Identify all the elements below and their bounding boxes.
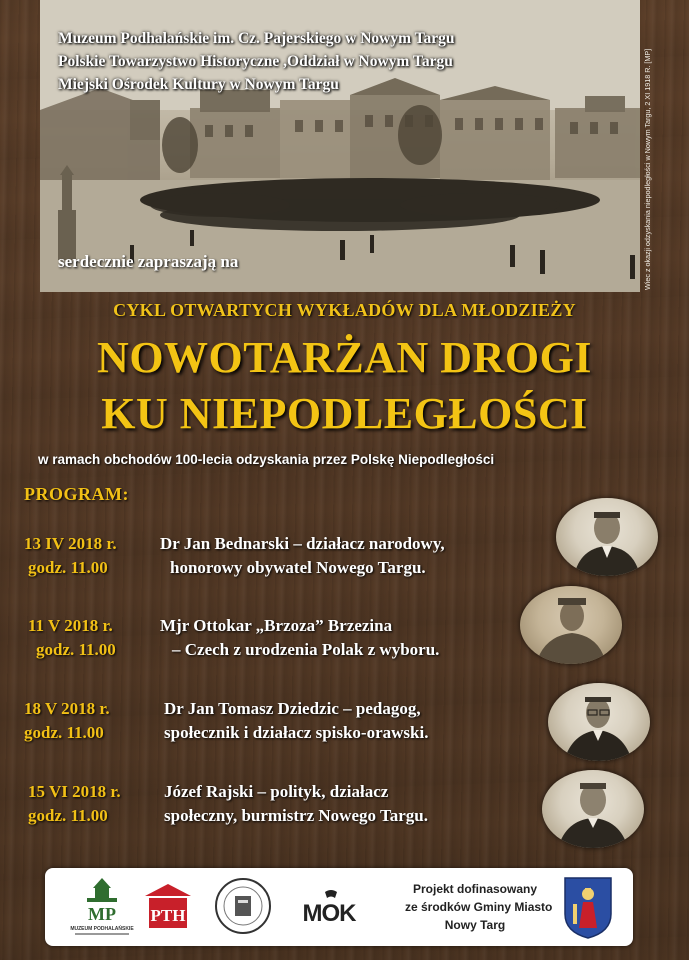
lecture-line1: Dr Jan Tomasz Dziedzic – pedagog, bbox=[164, 699, 421, 718]
header-line-pth: Polskie Towarzystwo Historyczne ,Oddział w Nowym Targu bbox=[58, 53, 453, 70]
mok-logo-letters: MOK bbox=[302, 900, 356, 927]
lecture-line2: społeczny, burmistrz Nowego Targu. bbox=[164, 806, 428, 825]
series-heading: CYKL OTWARTYCH WYKŁADÓW DLA MŁODZIEŻY bbox=[113, 300, 576, 320]
lecture-date: 11 V 2018 r. bbox=[28, 616, 113, 635]
mp-logo-name: MUZEUM PODHALAŃSKIE bbox=[70, 926, 134, 932]
lecture-time: godz. 11.00 bbox=[24, 723, 104, 742]
main-title-line1: NOWOTARŻAN DROGI bbox=[97, 333, 592, 382]
invite-text: serdecznie zapraszają na bbox=[58, 252, 239, 271]
main-title-line2: KU NIEPODLEGŁOŚCI bbox=[101, 389, 588, 438]
photo-caption: Wiec z okazji odzyskania niepodległości w Nowym Targu, 2 XI 1918 R. [MP] bbox=[643, 48, 652, 290]
sponsor-line: Projekt dofinasowany bbox=[412, 882, 538, 896]
header-line-mok: Miejski Ośrodek Kultury w Nowym Targu bbox=[58, 76, 339, 93]
portrait-photo bbox=[548, 683, 650, 761]
mp-logo-letters: MP bbox=[88, 904, 116, 924]
muzeum-podhalanskie-logo bbox=[67, 876, 137, 938]
mok-logo bbox=[285, 888, 373, 928]
lecture-date: 18 V 2018 r. bbox=[24, 699, 110, 718]
lecture-line2: społecznik i działacz spisko-orawski. bbox=[164, 723, 429, 742]
lecture-line1: Mjr Ottokar „Brzoza” Brzezina bbox=[160, 616, 393, 635]
lecture-line2: honorowy obywatel Nowego Targu. bbox=[170, 558, 426, 577]
subtitle: w ramach obchodów 100-lecia odzyskania przez Polskę Niepodległości bbox=[38, 452, 495, 467]
sponsor-footer bbox=[45, 868, 633, 946]
lecture-time: godz. 11.00 bbox=[36, 640, 116, 659]
lecture-line1: Dr Jan Bednarski – działacz narodowy, bbox=[160, 534, 445, 553]
portrait-photo bbox=[556, 498, 658, 576]
sponsor-text bbox=[405, 880, 553, 934]
lecture-time: godz. 11.00 bbox=[28, 806, 108, 825]
lecture-date: 15 VI 2018 r. bbox=[28, 782, 121, 801]
portrait-photo bbox=[520, 586, 622, 664]
pth-logo-letters: PTH bbox=[150, 906, 186, 925]
lecture-line2: – Czech z urodzenia Polak z wyboru. bbox=[172, 640, 440, 659]
program-label: PROGRAM: bbox=[24, 484, 129, 504]
lecture-date: 13 IV 2018 r. bbox=[24, 534, 117, 553]
pth-logo bbox=[143, 882, 193, 930]
lecture-line1: Józef Rajski – polityk, działacz bbox=[164, 782, 389, 801]
portrait-photo bbox=[542, 770, 644, 848]
pth-seal-logo bbox=[213, 876, 273, 936]
header-line-museum: Muzeum Podhalańskie im. Cz. Pajerskiego w Nowym Targu bbox=[58, 30, 455, 47]
sponsor-line: Nowy Targ bbox=[444, 918, 506, 932]
lecture-time: godz. 11.00 bbox=[28, 558, 108, 577]
sponsor-line: ze środków Gminy Miasto bbox=[405, 900, 553, 914]
nowy-targ-coat-of-arms bbox=[561, 874, 615, 940]
